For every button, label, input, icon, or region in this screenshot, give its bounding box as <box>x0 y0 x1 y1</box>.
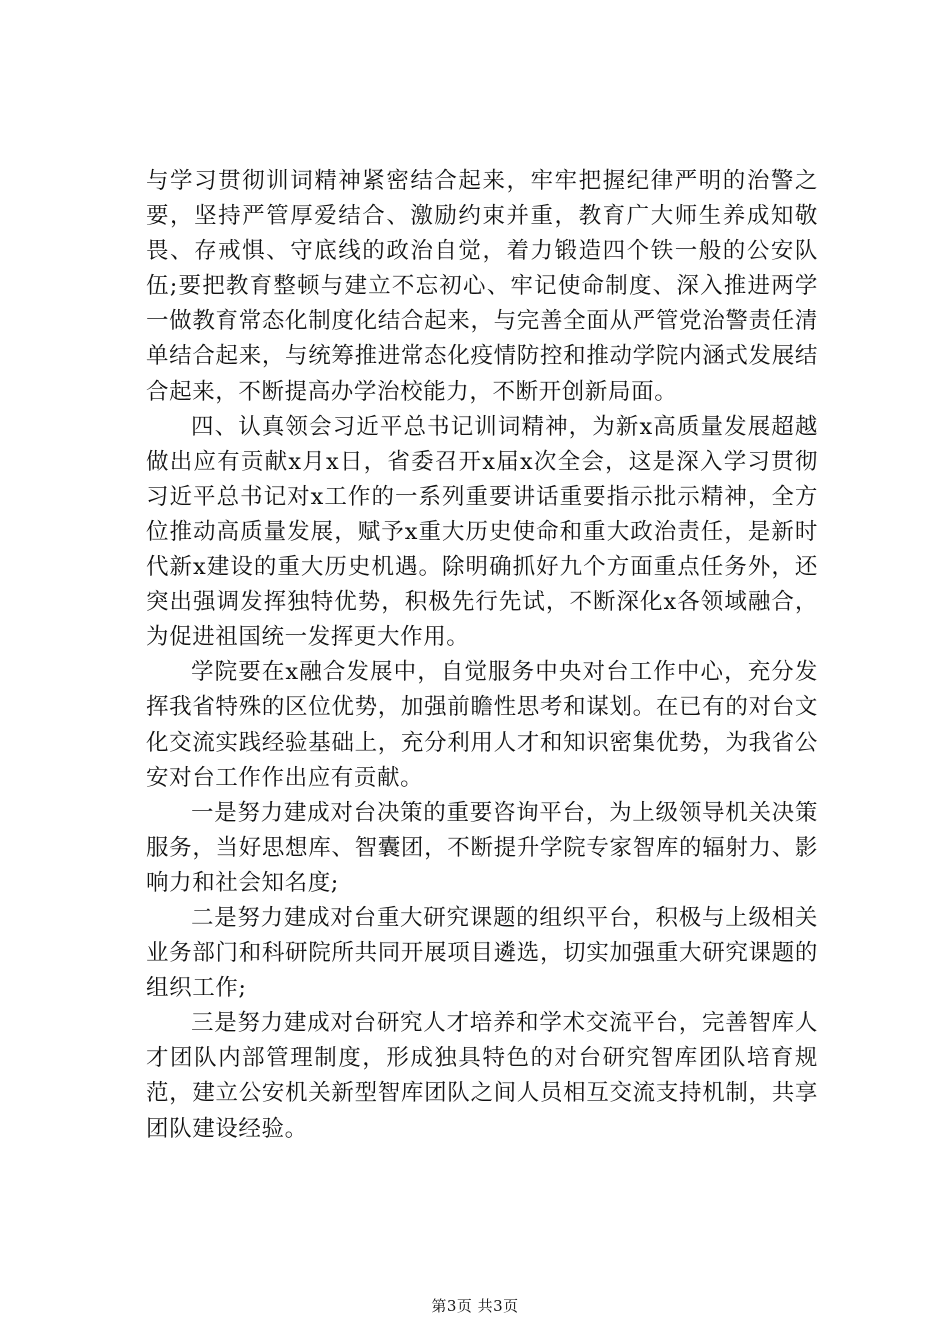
document-body <box>146 164 818 1147</box>
paragraph-3: 学院要在x融合发展中，自觉服务中央对台工作中心，充分发挥我省特殊的区位优势，加强前瞻性思考和谋划。在已有的对台文化交流实践经验基础上，充分利用人才和知识密集优势，为我省公安对台工作作出应有贡献。 <box>146 659 818 791</box>
paragraph-1: 与学习贯彻训词精神紧密结合起来，牢牢把握纪律严明的治警之要，坚持严管厚爱结合、激励约束并重，教育广大师生养成知敬畏、存戒惧、守底线的政治自觉，着力锻造四个铁一般的公安队伍;要把教育整顿与建立不忘初心、牢记使命制度、深入推进两学一做教育常态化制度化结合起来，与完善全面从严管党治警责任清单结合起来，与统筹推进常态化疫情防控和推动学院内涵式发展结合起来，不断提高办学治校能力，不断开创新局面。 <box>146 168 818 405</box>
paragraph-2: 四、认真领会习近平总书记训词精神，为新x高质量发展超越做出应有贡献x月x日，省委召开x届x次全会，这是深入学习贯彻习近平总书记对x工作的一系列重要讲话重要指示批示精神，全方位推动高质量发展，赋予x重大历史使命和重大政治责任，是新时代新x建设的重大历史机遇。除明确抓好九个方面重点任务外，还突出强调发挥独特优势，积极先行先试，不断深化x各领域融合，为促进祖国统一发挥更大作用。 <box>146 413 818 651</box>
paragraph-6: 三是努力建成对台研究人才培养和学术交流平台，完善智库人才团队内部管理制度，形成独具特色的对台研究智库团队培育规范，建立公安机关新型智库团队之间人员相互交流支持机制，共享团队建设经验。 <box>146 1010 818 1142</box>
page-footer: 第3页 共3页 <box>431 1297 519 1315</box>
paragraph-4: 一是努力建成对台决策的重要咨询平台，为上级领导机关决策服务，当好思想库、智囊团，不断提升学院专家智库的辐射力、影响力和社会知名度; <box>146 799 818 896</box>
paragraph-5: 二是努力建成对台重大研究课题的组织平台，积极与上级相关业务部门和科研院所共同开展项目遴选，切实加强重大研究课题的组织工作; <box>146 904 818 1002</box>
